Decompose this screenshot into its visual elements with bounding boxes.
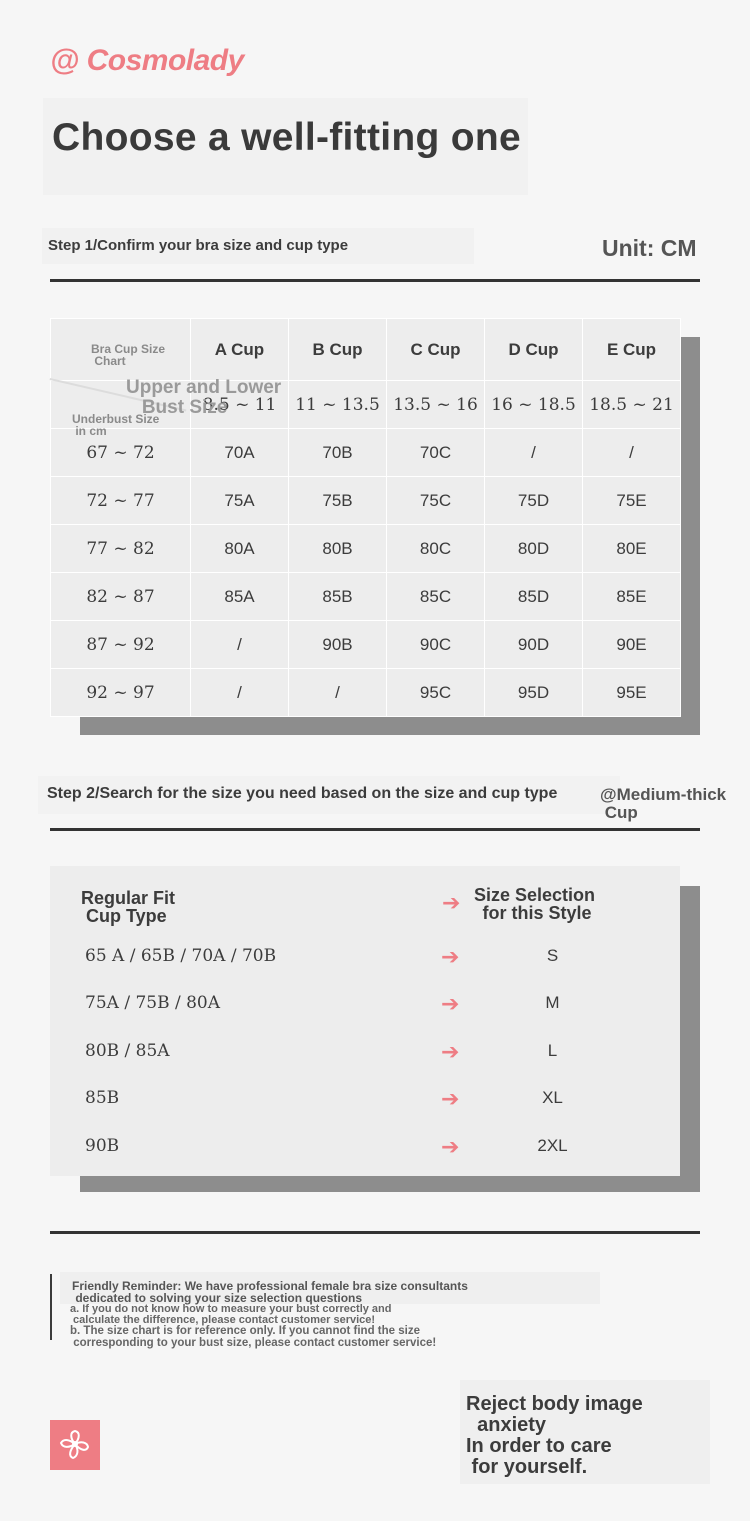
divider-reminder <box>50 1231 700 1234</box>
size-cell: 85E <box>583 573 681 621</box>
size-cell: / <box>583 429 681 477</box>
size-cell: 80C <box>387 525 485 573</box>
underbust-cell: 87 ~ 92 <box>51 621 191 669</box>
size-cell: 75E <box>583 477 681 525</box>
size-cell: 95D <box>485 669 583 717</box>
underbust-label: Underbust Size in cm <box>72 412 160 438</box>
bust-diff-cell: 18.5 ~ 21 <box>583 381 681 429</box>
underbust-cell: 82 ~ 87 <box>51 573 191 621</box>
size-cell: 75A <box>191 477 289 525</box>
arrow-icon: ➔ <box>441 1086 460 1111</box>
size-cell: 85B <box>289 573 387 621</box>
flower-logo-icon <box>50 1420 100 1470</box>
arrow-icon: ➔ <box>441 1039 460 1064</box>
size-cell: 80B <box>289 525 387 573</box>
size-cell: 85C <box>387 573 485 621</box>
cup-thickness-note <box>600 786 726 822</box>
list-item <box>85 1088 605 1118</box>
reminder-note-b: b. The size chart is for reference only. If you cannot find the size corresponding to your bust size, please contact customer service! <box>70 1325 437 1349</box>
cup-note-text: Medium-thick Cup <box>604 785 727 822</box>
divider-step1 <box>50 279 700 282</box>
underbust-cell: 67 ~ 72 <box>51 429 191 477</box>
list-item <box>85 1136 605 1166</box>
arrow-icon: ➔ <box>441 944 460 969</box>
cup-combination: 75A / 75B / 80A <box>85 993 221 1013</box>
size-cell: 90B <box>289 621 387 669</box>
page-title: Choose a well-fitting one <box>52 116 522 159</box>
cup-combination: 80B / 85A <box>85 1041 170 1061</box>
cup-header: C Cup <box>387 319 485 381</box>
arrow-icon: ➔ <box>441 1134 460 1159</box>
reminder-accent-bar <box>50 1274 52 1340</box>
size-cell: 75B <box>289 477 387 525</box>
cup-header: D Cup <box>485 319 583 381</box>
bust-diff-cell: 11 ~ 13.5 <box>289 381 387 429</box>
cup-header: E Cup <box>583 319 681 381</box>
table-row <box>51 477 681 525</box>
size-cell: 90E <box>583 621 681 669</box>
size-cell: 75D <box>485 477 583 525</box>
cup-combination: 85B <box>85 1088 120 1108</box>
table-row <box>51 669 681 717</box>
recommended-size: 2XL <box>537 1136 568 1155</box>
reminder-intro: Friendly Reminder: We have professional female bra size consultants dedicated to solving your size selection questions <box>72 1279 468 1305</box>
recommended-size: M <box>545 993 560 1012</box>
flower-logo-svg <box>56 1426 94 1464</box>
cup-combination: 90B <box>85 1136 120 1156</box>
table-row <box>51 573 681 621</box>
brand-name: @ Cosmolady <box>50 44 244 77</box>
list-item <box>85 946 605 976</box>
size-cell: 95C <box>387 669 485 717</box>
arrow-icon: ➔ <box>441 991 460 1016</box>
arrow-icon: ➔ <box>442 890 461 915</box>
slogan-text: Reject body image anxiety In order to care for yourself. <box>466 1393 643 1478</box>
list-item <box>85 1041 605 1071</box>
underbust-cell: 92 ~ 97 <box>51 669 191 717</box>
divider-step2 <box>50 828 700 831</box>
corner-cup-label: Bra Cup Size Chart <box>91 342 166 368</box>
unit-label: Unit: CM <box>602 235 697 261</box>
bust-diff-cell: 8.5 ~ 11 <box>191 381 289 429</box>
table-row <box>51 621 681 669</box>
cup-type-header: Regular Fit Cup Type <box>81 888 176 926</box>
size-cell: 85D <box>485 573 583 621</box>
step2-heading: Step 2/Search for the size you need based on the size and cup type <box>47 785 558 802</box>
recommended-size: XL <box>542 1088 563 1107</box>
bust-diff-cell: 16 ~ 18.5 <box>485 381 583 429</box>
cup-header-row <box>51 319 681 381</box>
underbust-cell: 72 ~ 77 <box>51 477 191 525</box>
reminder-note-a: a. If you do not know how to measure your bust correctly and calculate the difference, please contact customer service! <box>70 1303 392 1326</box>
size-cell: 90D <box>485 621 583 669</box>
bust-diff-cell: 13.5 ~ 16 <box>387 381 485 429</box>
size-cell: 85A <box>191 573 289 621</box>
size-cell: 70B <box>289 429 387 477</box>
bust-diff-label: Upper and Lower Bust Size <box>126 377 282 418</box>
table-row <box>51 525 681 573</box>
size-cell: / <box>289 669 387 717</box>
recommended-size: S <box>546 946 559 965</box>
cup-header: B Cup <box>289 319 387 381</box>
cup-header: A Cup <box>191 319 289 381</box>
size-cell: / <box>191 669 289 717</box>
corner-cell <box>51 319 191 381</box>
cup-combination: 65 A / 65B / 70A / 70B <box>85 946 277 966</box>
size-cell: 70C <box>387 429 485 477</box>
underbust-cell: 77 ~ 82 <box>51 525 191 573</box>
size-cell: / <box>485 429 583 477</box>
size-cell: / <box>191 621 289 669</box>
size-cell: 95E <box>583 669 681 717</box>
list-item <box>85 993 605 1023</box>
size-cell: 80A <box>191 525 289 573</box>
size-cell: 75C <box>387 477 485 525</box>
size-cell: 70A <box>191 429 289 477</box>
cup-note-prefix: @ <box>600 785 617 804</box>
recommended-size: L <box>547 1041 558 1060</box>
size-cell: 80D <box>485 525 583 573</box>
size-cell: 80E <box>583 525 681 573</box>
size-cell: 90C <box>387 621 485 669</box>
step1-heading: Step 1/Confirm your bra size and cup type <box>48 237 349 254</box>
size-selection-header: Size Selection for this Style <box>474 885 596 923</box>
